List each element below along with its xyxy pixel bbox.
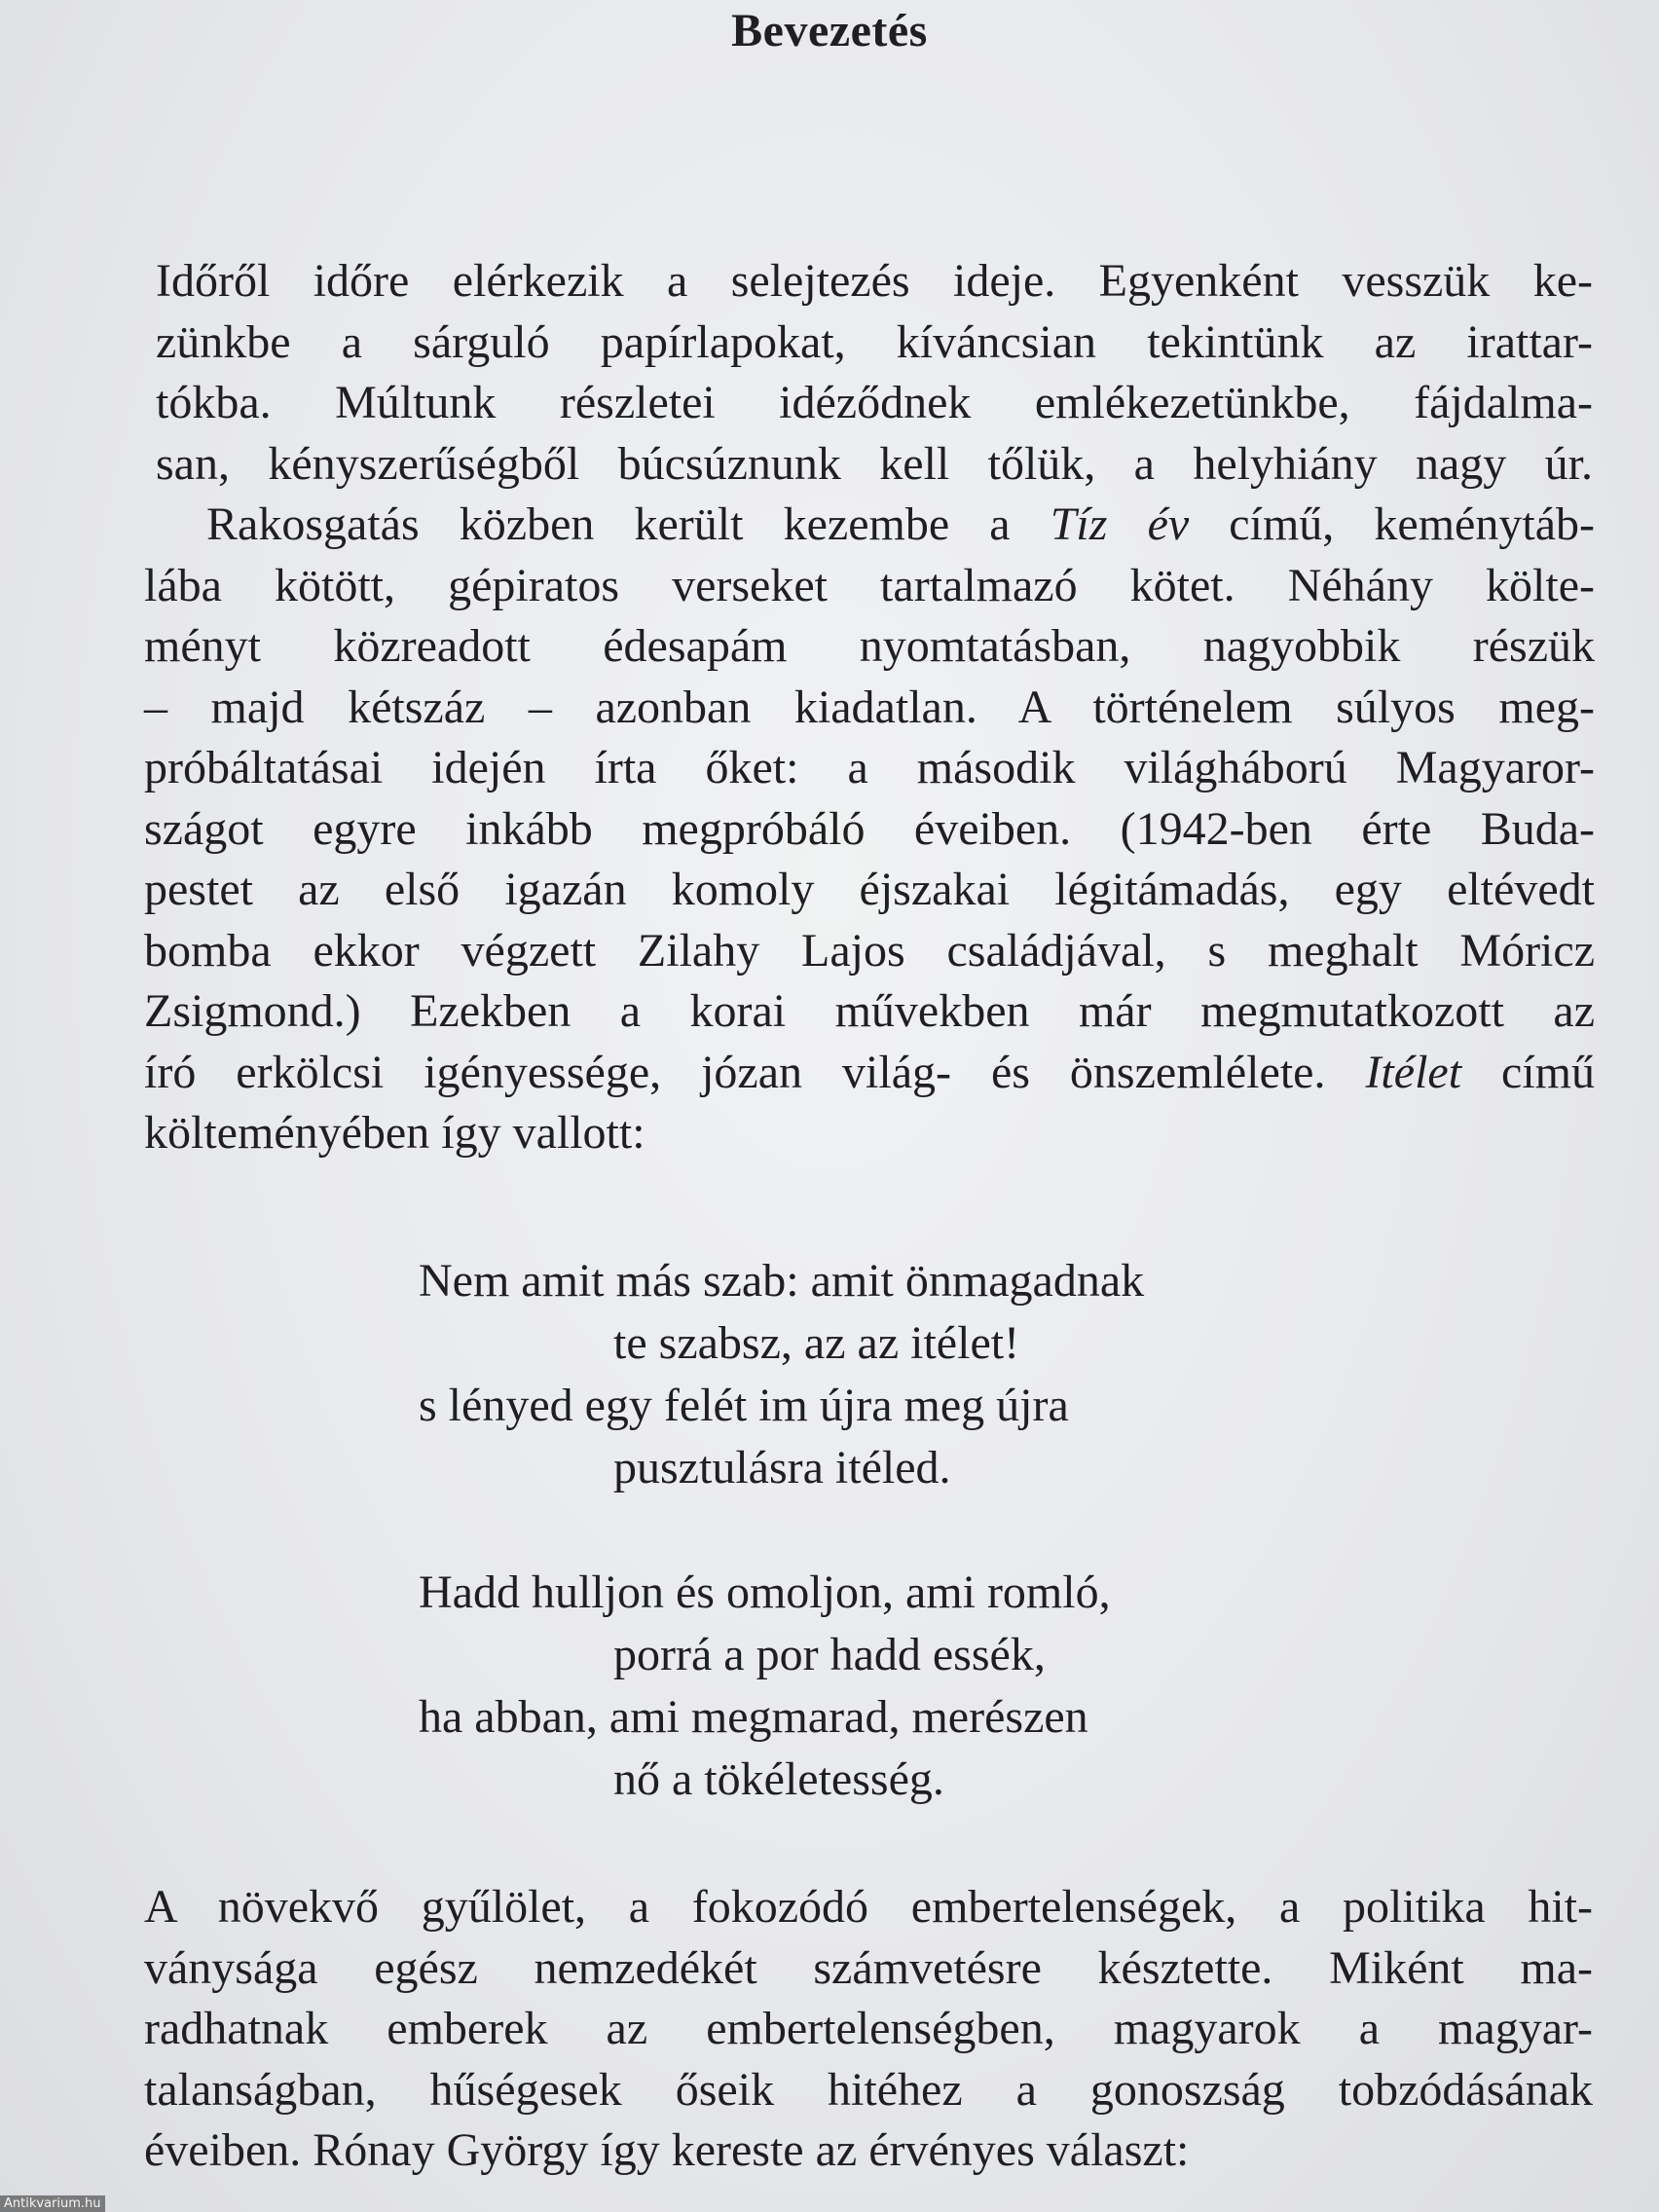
chapter-heading: Bevezetés — [731, 5, 928, 56]
poem-line: s lényed egy felét im újra meg újra — [419, 1380, 1069, 1431]
text-line: ványsága egész nemzedékét számvetésre késztette. Miként ma- — [144, 1941, 1593, 1994]
text-line: Zsigmond.) Ezekben a korai művekben már megmutatkozott az — [144, 985, 1595, 1037]
text-line: éveiben. Rónay György így kereste az érvényes választ: — [144, 2124, 1190, 2176]
text-fragment: című — [1461, 1046, 1595, 1098]
text-line: bomba ekkor végzett Zilahy Lajos családjával, s meghalt Móricz — [144, 924, 1595, 977]
text-line: radhatnak emberek az embertelenségben, magyarok a magyar- — [144, 2003, 1593, 2054]
paragraph-intro — [156, 251, 1593, 495]
text-line — [144, 495, 1595, 556]
text-line: – majd kétszáz – azonban kiadatlan. A történelem súlyos meg- — [144, 681, 1595, 733]
text-line: A növekvő gyűlölet, a fokozódó embertelenségek, a politika hit- — [144, 1881, 1593, 1933]
poem-line: porrá a por hadd essék, — [613, 1629, 1046, 1680]
text-fragment: című, keménytáb- — [1189, 498, 1595, 550]
text-line: lába kötött, gépiratos verseket tartalmazó kötet. Néhány költe- — [144, 559, 1595, 611]
site-watermark: Antikvarium.hu — [0, 2195, 105, 2212]
poem-title-italic: Itélet — [1365, 1046, 1462, 1098]
text-line: tókba. Múltunk részletei idéződnek emlékezetünkbe, fájdalma- — [156, 377, 1593, 428]
paragraph-generation — [144, 1877, 1593, 2182]
text-fragment: Rakosgatás közben került kezembe a — [206, 498, 1051, 550]
text-line: pestet az első igazán komoly éjszakai légitámadás, egy eltévedt — [144, 864, 1595, 915]
poem-line: pusztulásra itéled. — [613, 1442, 951, 1493]
poem-line: Hadd hulljon és omoljon, ami romló, — [419, 1567, 1111, 1618]
paragraph-volume — [144, 495, 1595, 1164]
text-line: ményt közreadott édesapám nyomtatásban, nagyobbik részük — [144, 620, 1595, 672]
text-fragment: író erkölcsi igényessége, józan világ- és önszemlélete. — [144, 1046, 1366, 1098]
poem-line: ha abban, ami megmarad, merészen — [419, 1691, 1088, 1743]
text-line: próbáltatásai idején írta őket: a második világháború Magyaror- — [144, 742, 1595, 793]
poem-line: te szabsz, az az itélet! — [613, 1317, 1020, 1369]
poem-line: Nem amit más szab: amit önmagadnak — [419, 1255, 1145, 1307]
text-line — [144, 1043, 1595, 1104]
text-line: zünkbe a sárguló papírlapokat, kíváncsian tekintünk az irattar- — [156, 315, 1593, 368]
text-line: talanságban, hűségesek őseik hitéhez a gonoszság tobzódásának — [144, 2063, 1593, 2116]
poem-stanza-2 — [419, 1562, 1111, 1811]
text-line: san, kényszerűségből búcsúznunk kell tőlük, a helyhiány nagy úr. — [156, 437, 1593, 490]
book-title-italic: Tíz év — [1050, 498, 1190, 550]
text-line: szágot egyre inkább megpróbáló éveiben. (1942-ben érte Buda- — [144, 802, 1595, 855]
poem-stanza-1 — [419, 1250, 1144, 1499]
text-line: Időről időre elérkezik a selejtezés ideje. Egyenként vesszük ke- — [156, 255, 1593, 307]
text-line: költeményében így vallott: — [144, 1107, 645, 1159]
poem-line: nő a tökéletesség. — [613, 1753, 944, 1805]
